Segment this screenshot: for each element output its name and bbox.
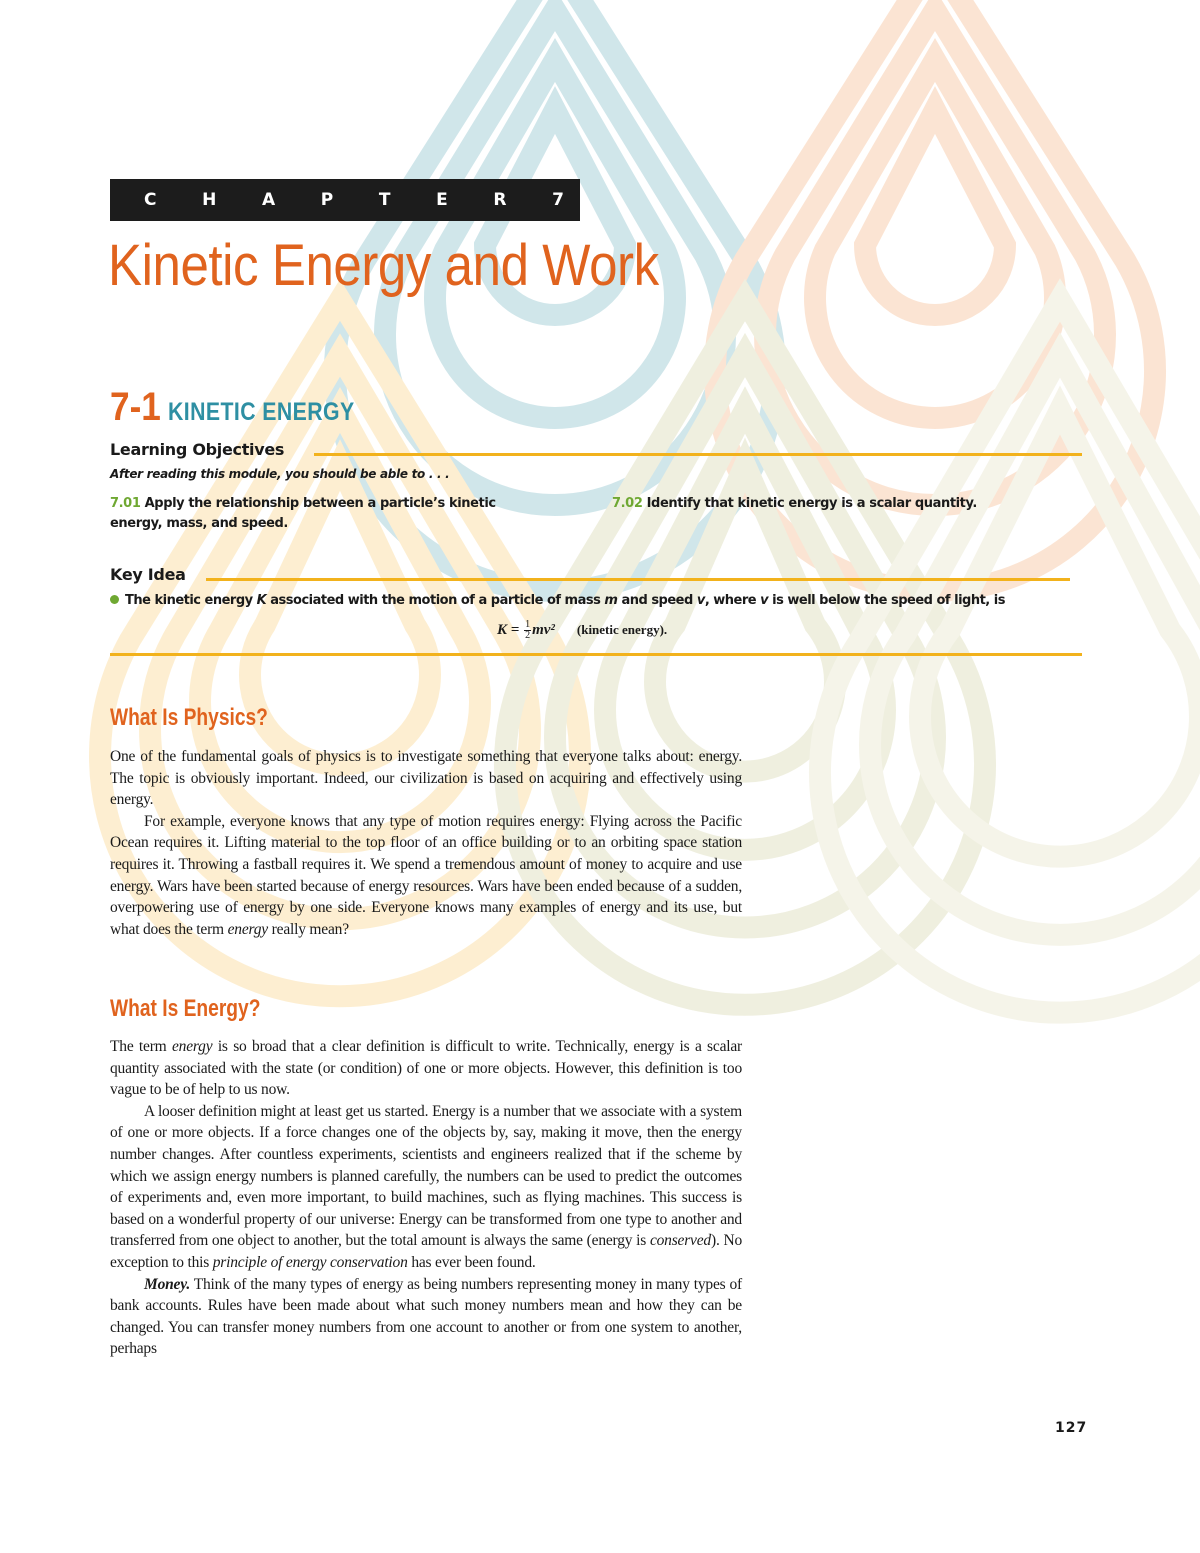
section-number: 7-1	[110, 385, 161, 429]
paragraph: For example, everyone knows that any type of motion requires energy: Flying across the Pacific Ocean requires it. Lifting material to the top floor of an office building or to an orbiting space station requires it. Throwing a fastball requires it. We spend a tremendous amount of money to acquire and use energy. Wars have been started because of energy resources. Wars have been ended because of a sudden, overpowering use of energy by one side. Everyone knows many examples of energy and its use, but what does the term energy really mean?	[110, 812, 742, 938]
what-is-energy-heading: What Is Energy?	[110, 995, 261, 1022]
paragraph: One of the fundamental goals of physics is to investigate something that everyone talks about: energy. The topic is obviously important. Indeed, our civilization is based on acquiring and effectively using energy.	[110, 748, 742, 809]
learning-objectives-intro: After reading this module, you should be able to . . .	[110, 467, 450, 481]
chapter-letter: T	[378, 190, 391, 210]
kinetic-energy-equation: K = $\frac{1}{2}$ mv² (kinetic energy).	[497, 619, 668, 641]
objective-item	[612, 494, 1082, 514]
objective-code: 7.01	[110, 496, 141, 511]
bullet-icon	[110, 595, 119, 604]
chapter-letter: P	[320, 190, 334, 210]
learning-objectives-heading: Learning Objectives	[110, 440, 285, 459]
key-idea-heading: Key Idea	[110, 565, 186, 584]
chapter-letter: E	[436, 190, 448, 210]
chapter-label-bar	[110, 179, 580, 221]
chapter-letter: H	[202, 190, 217, 210]
fraction: $\frac{1}{2}$	[525, 619, 531, 641]
section-name: KINETIC ENERGY	[168, 398, 355, 426]
what-is-physics-heading: What Is Physics?	[110, 704, 268, 731]
objective-text: Identify that kinetic energy is a scalar quantity.	[646, 496, 977, 511]
chapter-letter: A	[261, 190, 276, 210]
objective-item	[110, 494, 540, 534]
chapter-letter: R	[493, 190, 507, 210]
paragraph: Money. Think of the many types of energy as being numbers representing money in many types of bank accounts. Rules have been made about what such money numbers mean and how they can be changed. You can transfer money numbers from one account to another or from one system to another, perhaps	[110, 1275, 742, 1358]
chapter-title: Kinetic Energy and Work	[108, 233, 659, 298]
paragraph: A looser definition might at least get us started. Energy is a number that we associate with a system of one or more objects. If a force changes one of the objects by, say, making it move, then the energy number changes. After countless experiments, scientists and engineers realized that if the scheme by which we assign energy numbers is planned carefully, the numbers can be used to predict the outcomes of experiments and, even more important, to build machines, such as flying machines. This success is based on a wonderful property of our universe: Energy can be transformed from one type to another and transferred from one object to another, but the total amount is always the same (energy is conserved). No exception to this principle of energy conservation has ever been found.	[110, 1102, 742, 1271]
chapter-letter: C	[144, 190, 157, 210]
box-bottom-rule	[110, 653, 1082, 656]
what-is-physics-body	[110, 746, 742, 940]
objective-text: Apply the relationship between a particle’s kinetic energy, mass, and speed.	[110, 496, 496, 531]
what-is-energy-body	[110, 1036, 742, 1360]
key-idea-text: The kinetic energy K associated with the motion of a particle of mass m and speed v, where v is well below the speed of light, is	[110, 593, 1090, 608]
chapter-label	[144, 179, 564, 221]
objective-code: 7.02	[612, 496, 643, 511]
page-number: 127	[1055, 1420, 1088, 1436]
chapter-number: 7	[552, 190, 564, 210]
paragraph: The term energy is so broad that a clear definition is difficult to write. Technically, energy is a scalar quantity associated with the state (or condition) of one or more objects. However, this definition is too vague to be of help to us now.	[110, 1038, 742, 1099]
key-idea-rule	[206, 578, 1070, 581]
section-heading	[110, 385, 388, 430]
learning-objectives-rule	[314, 453, 1082, 456]
